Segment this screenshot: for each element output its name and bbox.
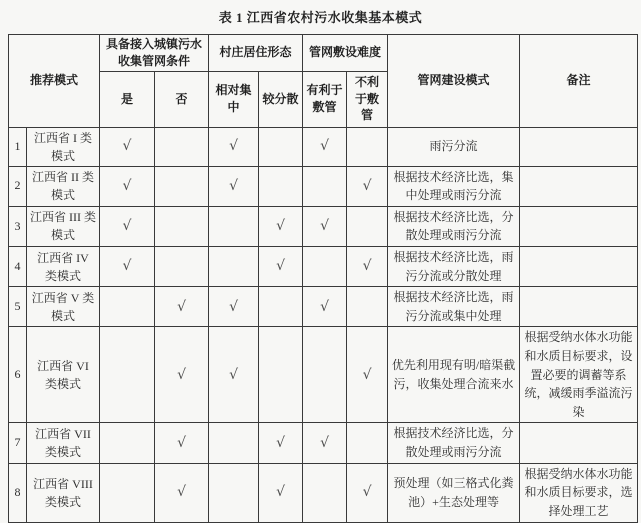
check-access-no: √ <box>155 463 209 522</box>
check-dispersed <box>259 327 303 423</box>
construction-mode: 预处理（如三格式化粪池）+生态处理等 <box>388 463 520 522</box>
check-favorable <box>303 327 347 423</box>
row-number: 3 <box>9 206 27 246</box>
check-dispersed <box>259 127 303 166</box>
header-group-row <box>9 35 638 72</box>
construction-mode: 根据技术经济比选，集中处理或雨污分流 <box>388 166 520 206</box>
table-row-2 <box>9 166 638 206</box>
check-unfavorable: √ <box>347 166 388 206</box>
table-row-6 <box>9 327 638 423</box>
check-unfavorable: √ <box>347 246 388 286</box>
remark <box>520 127 638 166</box>
check-access-no <box>155 127 209 166</box>
remark <box>520 287 638 327</box>
col-header-dispersed: 较分散 <box>259 71 303 127</box>
check-dispersed <box>259 166 303 206</box>
check-concentrated: √ <box>209 166 259 206</box>
construction-mode: 根据技术经济比选，分散处理或雨污分流 <box>388 423 520 463</box>
col-header-access-condition: 具备接入城镇污水收集管网条件 <box>100 35 209 72</box>
check-concentrated <box>209 246 259 286</box>
table-row-3 <box>9 206 638 246</box>
check-dispersed: √ <box>259 206 303 246</box>
table-row-1 <box>9 127 638 166</box>
row-number: 4 <box>9 246 27 286</box>
col-header-pipe-difficulty: 管网敷设难度 <box>303 35 388 72</box>
check-unfavorable <box>347 127 388 166</box>
mode-name: 江西省 VI 类模式 <box>27 327 100 423</box>
check-access-no <box>155 166 209 206</box>
remark <box>520 206 638 246</box>
check-dispersed: √ <box>259 246 303 286</box>
col-header-recommended-mode: 推荐模式 <box>9 35 100 128</box>
check-concentrated <box>209 423 259 463</box>
table-row-7 <box>9 423 638 463</box>
check-unfavorable <box>347 206 388 246</box>
mode-name: 江西省 III 类模式 <box>27 206 100 246</box>
remark: 根据受纳水体水功能和水质目标要求，设置必要的调蓄等系统，减缓雨季溢流污染 <box>520 327 638 423</box>
row-number: 7 <box>9 423 27 463</box>
col-header-access-no: 否 <box>155 71 209 127</box>
construction-mode: 优先利用现有明/暗渠截污，收集处理合流来水 <box>388 327 520 423</box>
col-header-favorable: 有利于敷管 <box>303 71 347 127</box>
mode-name: 江西省 VII 类模式 <box>27 423 100 463</box>
check-dispersed <box>259 287 303 327</box>
construction-mode: 雨污分流 <box>388 127 520 166</box>
sewage-collection-modes-table <box>8 34 638 523</box>
check-unfavorable <box>347 423 388 463</box>
row-number: 6 <box>9 327 27 423</box>
check-access-yes: √ <box>100 206 155 246</box>
check-concentrated <box>209 463 259 522</box>
row-number: 8 <box>9 463 27 522</box>
mode-name: 江西省 VIII 类模式 <box>27 463 100 522</box>
check-favorable: √ <box>303 287 347 327</box>
check-access-no: √ <box>155 423 209 463</box>
check-unfavorable: √ <box>347 327 388 423</box>
col-header-access-yes: 是 <box>100 71 155 127</box>
remark <box>520 246 638 286</box>
check-access-no <box>155 246 209 286</box>
mode-name: 江西省 IV 类模式 <box>27 246 100 286</box>
col-header-village-form: 村庄居住形态 <box>209 35 303 72</box>
col-header-unfavorable: 不利于敷管 <box>347 71 388 127</box>
check-concentrated <box>209 206 259 246</box>
check-access-no <box>155 206 209 246</box>
remark <box>520 423 638 463</box>
check-dispersed: √ <box>259 463 303 522</box>
check-concentrated: √ <box>209 327 259 423</box>
check-unfavorable: √ <box>347 463 388 522</box>
check-favorable <box>303 463 347 522</box>
check-favorable <box>303 166 347 206</box>
check-access-no: √ <box>155 327 209 423</box>
table-row-5 <box>9 287 638 327</box>
col-header-concentrated: 相对集中 <box>209 71 259 127</box>
construction-mode: 根据技术经济比选，雨污分流或集中处理 <box>388 287 520 327</box>
check-access-yes <box>100 287 155 327</box>
col-header-remarks: 备注 <box>520 35 638 128</box>
check-favorable <box>303 246 347 286</box>
check-access-yes: √ <box>100 246 155 286</box>
check-favorable: √ <box>303 423 347 463</box>
mode-name: 江西省 I 类模式 <box>27 127 100 166</box>
row-number: 2 <box>9 166 27 206</box>
check-access-yes <box>100 463 155 522</box>
mode-name: 江西省 II 类模式 <box>27 166 100 206</box>
check-unfavorable <box>347 287 388 327</box>
table-row-4 <box>9 246 638 286</box>
check-favorable: √ <box>303 127 347 166</box>
remark: 根据受纳水体水功能和水质目标要求，选择处理工艺 <box>520 463 638 522</box>
check-access-yes <box>100 423 155 463</box>
check-access-yes: √ <box>100 166 155 206</box>
mode-name: 江西省 V 类模式 <box>27 287 100 327</box>
remark <box>520 166 638 206</box>
check-concentrated: √ <box>209 287 259 327</box>
table-body <box>9 127 638 522</box>
check-access-yes <box>100 327 155 423</box>
row-number: 1 <box>9 127 27 166</box>
check-access-yes: √ <box>100 127 155 166</box>
check-dispersed: √ <box>259 423 303 463</box>
page-title: 表 1 江西省农村污水收集基本模式 <box>218 10 423 25</box>
check-favorable: √ <box>303 206 347 246</box>
check-concentrated: √ <box>209 127 259 166</box>
col-header-construction-mode: 管网建设模式 <box>388 35 520 128</box>
table-header <box>9 35 638 128</box>
row-number: 5 <box>9 287 27 327</box>
construction-mode: 根据技术经济比选，雨污分流或分散处理 <box>388 246 520 286</box>
table-row-8 <box>9 463 638 522</box>
check-access-no: √ <box>155 287 209 327</box>
construction-mode: 根据技术经济比选，分散处理或雨污分流 <box>388 206 520 246</box>
